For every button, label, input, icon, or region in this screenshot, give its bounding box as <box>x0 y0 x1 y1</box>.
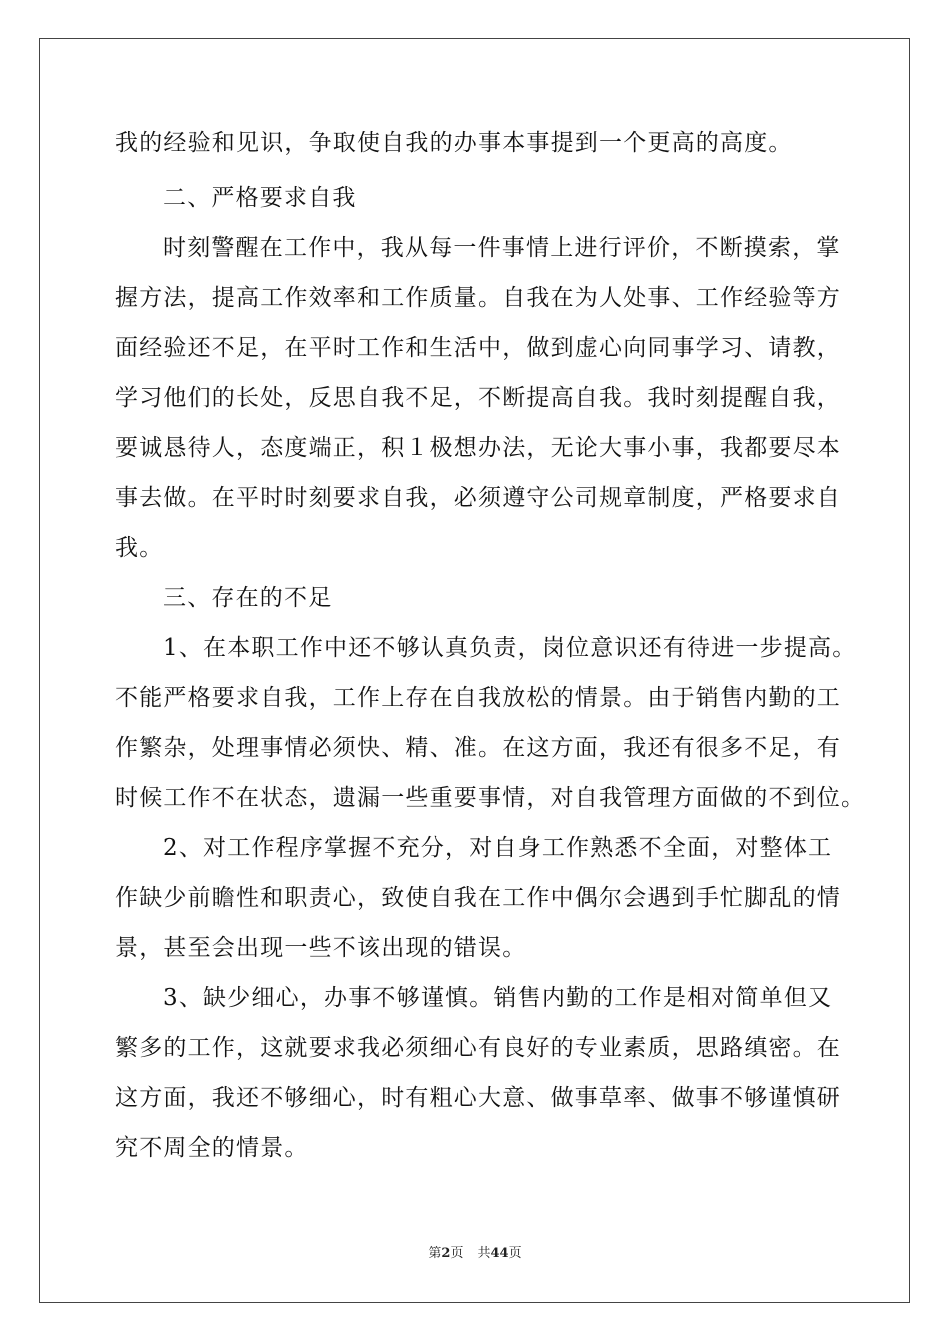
text-line: 这方面，我还不够细心，时有粗心大意、做事草率、做事不够谨慎研 <box>115 1085 841 1111</box>
text-line: 我。 <box>115 535 164 561</box>
text-line: 作繁杂，处理事情必须快、精、准。在这方面，我还有很多不足，有 <box>115 735 841 761</box>
total-pages: 44 <box>490 1246 509 1261</box>
section-heading: 二、严格要求自我 <box>163 185 357 211</box>
text-line: 握方法，提高工作效率和工作质量。自我在为人处事、工作经验等方 <box>115 285 841 311</box>
text-line: 不能严格要求自我，工作上存在自我放松的情景。由于销售内勤的工 <box>115 685 841 711</box>
text-line: 究不周全的情景。 <box>115 1135 309 1161</box>
text-line: 景，甚至会出现一些不该出现的错误。 <box>115 935 527 961</box>
text-line: 面经验还不足，在平时工作和生活中，做到虚心向同事学习、请教， <box>115 335 841 361</box>
section-heading: 三、存在的不足 <box>163 585 333 611</box>
text-line: 作缺少前瞻性和职责心，致使自我在工作中偶尔会遇到手忙脚乱的情 <box>115 885 841 911</box>
text-line: 繁多的工作，这就要求我必须细心有良好的专业素质，思路缜密。在 <box>115 1035 841 1061</box>
total-prefix: 共 <box>477 1246 491 1261</box>
total-suffix: 页 <box>508 1246 522 1261</box>
text-line: 要诚恳待人，态度端正，积１极想办法，无论大事小事，我都要尽本 <box>115 435 841 461</box>
text-line: 学习他们的长处，反思自我不足，不断提高自我。我时刻提醒自我， <box>115 385 841 411</box>
text-line: 我的经验和见识，争取使自我的办事本事提到一个更高的高度。 <box>115 130 793 156</box>
page-footer <box>0 1245 950 1263</box>
page-suffix: 页 <box>450 1246 464 1261</box>
page-border <box>39 38 910 1303</box>
page-number: 2 <box>441 1246 451 1261</box>
text-line: 2、对工作程序掌握不充分，对自身工作熟悉不全面，对整体工 <box>163 835 833 861</box>
page-prefix: 第 <box>428 1246 442 1261</box>
text-line: 3、缺少细心，办事不够谨慎。销售内勤的工作是相对简单但又 <box>163 985 833 1011</box>
text-line: 时刻警醒在工作中，我从每一件事情上进行评价，不断摸索，掌 <box>163 235 841 261</box>
text-line: 时候工作不在状态，遗漏一些重要事情，对自我管理方面做的不到位。 <box>115 785 866 811</box>
text-line: 事去做。在平时时刻要求自我，必须遵守公司规章制度，严格要求自 <box>115 485 841 511</box>
text-line: 1、在本职工作中还不够认真负责，岗位意识还有待进一步提高。 <box>163 635 857 661</box>
